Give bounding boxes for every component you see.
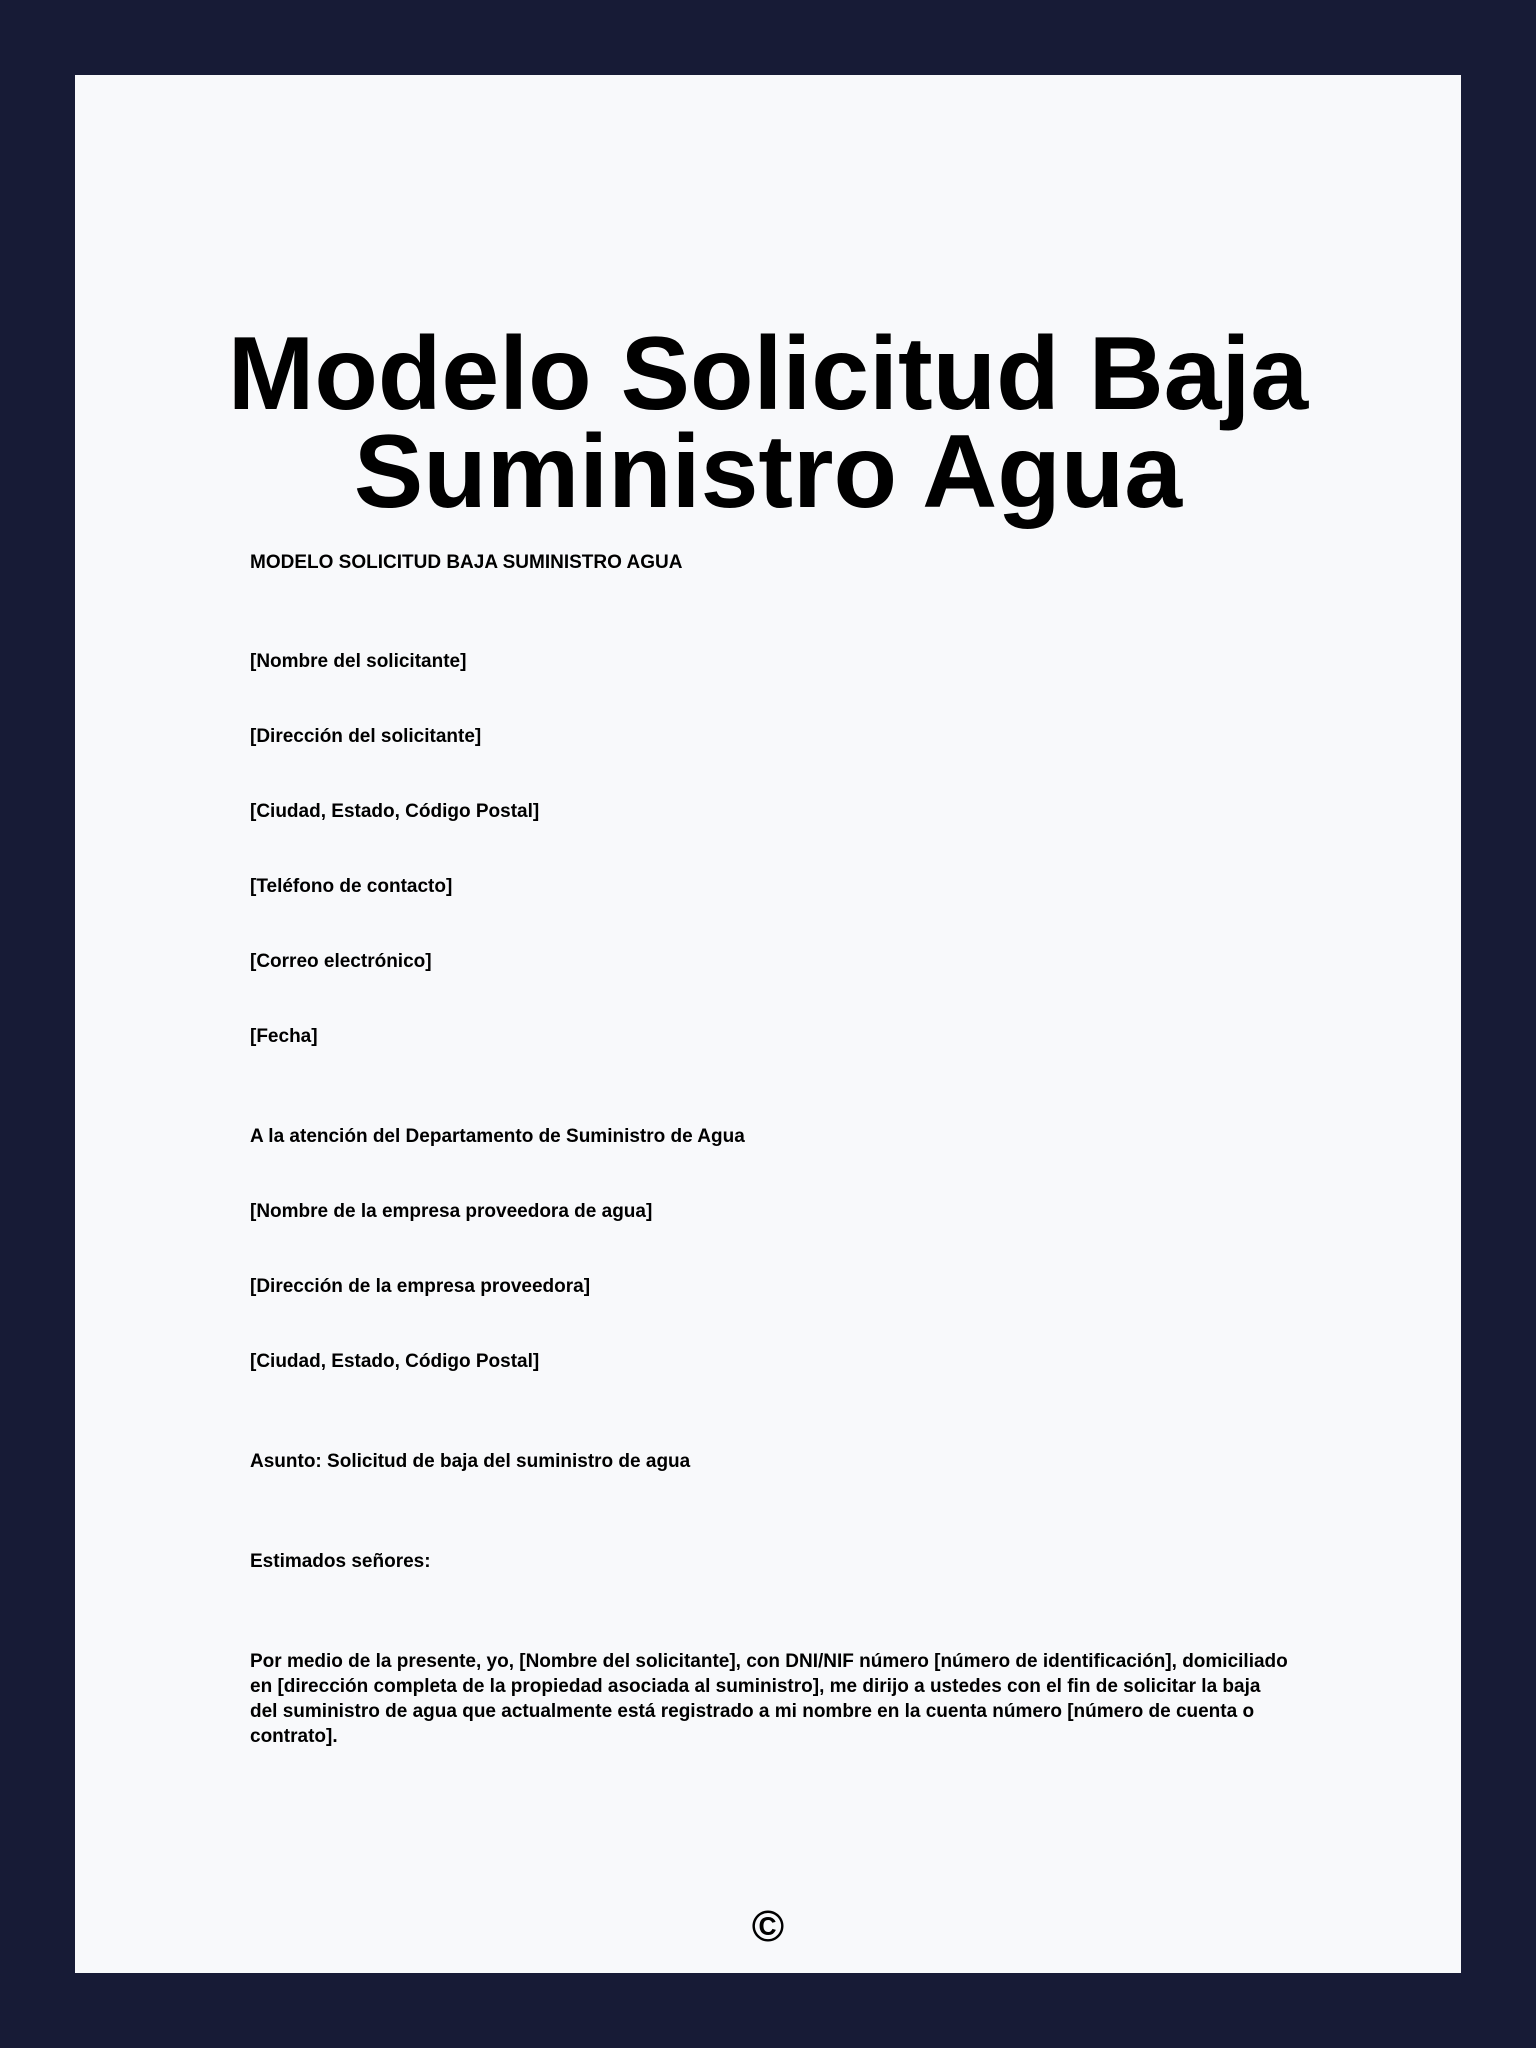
document-title: Modelo Solicitud Baja Suministro Agua xyxy=(227,316,1309,530)
subject-line: Asunto: Solicitud de baja del suministro de agua xyxy=(250,1451,691,1472)
sender-email: [Correo electrónico] xyxy=(250,951,432,972)
document-heading: MODELO SOLICITUD BAJA SUMINISTRO AGUA xyxy=(250,552,683,573)
body-paragraph: Por medio de la presente, yo, [Nombre del solicitante], con DNI/NIF número [número de identificación], domiciliado en [dirección completa de la propiedad asociada al suministro], me dirijo a ustedes con el fin de solicitar la baja del suministro de agua que actualmente está registrado a mi nombre en la cuenta número [número de cuenta o contrato]. xyxy=(250,1651,1288,1747)
recipient-company: [Nombre de la empresa proveedora de agua] xyxy=(250,1201,653,1222)
recipient-attention: A la atención del Departamento de Suministro de Agua xyxy=(250,1126,745,1147)
sender-date: [Fecha] xyxy=(250,1026,318,1047)
recipient-city: [Ciudad, Estado, Código Postal] xyxy=(250,1351,540,1372)
document-page xyxy=(75,75,1461,1973)
sender-name: [Nombre del solicitante] xyxy=(250,651,467,672)
sender-city: [Ciudad, Estado, Código Postal] xyxy=(250,801,540,822)
recipient-address: [Dirección de la empresa proveedora] xyxy=(250,1276,591,1297)
salutation: Estimados señores: xyxy=(250,1551,431,1572)
sender-phone: [Teléfono de contacto] xyxy=(250,876,453,897)
copyright-icon: © xyxy=(751,1902,785,1951)
sender-address: [Dirección del solicitante] xyxy=(250,726,482,747)
